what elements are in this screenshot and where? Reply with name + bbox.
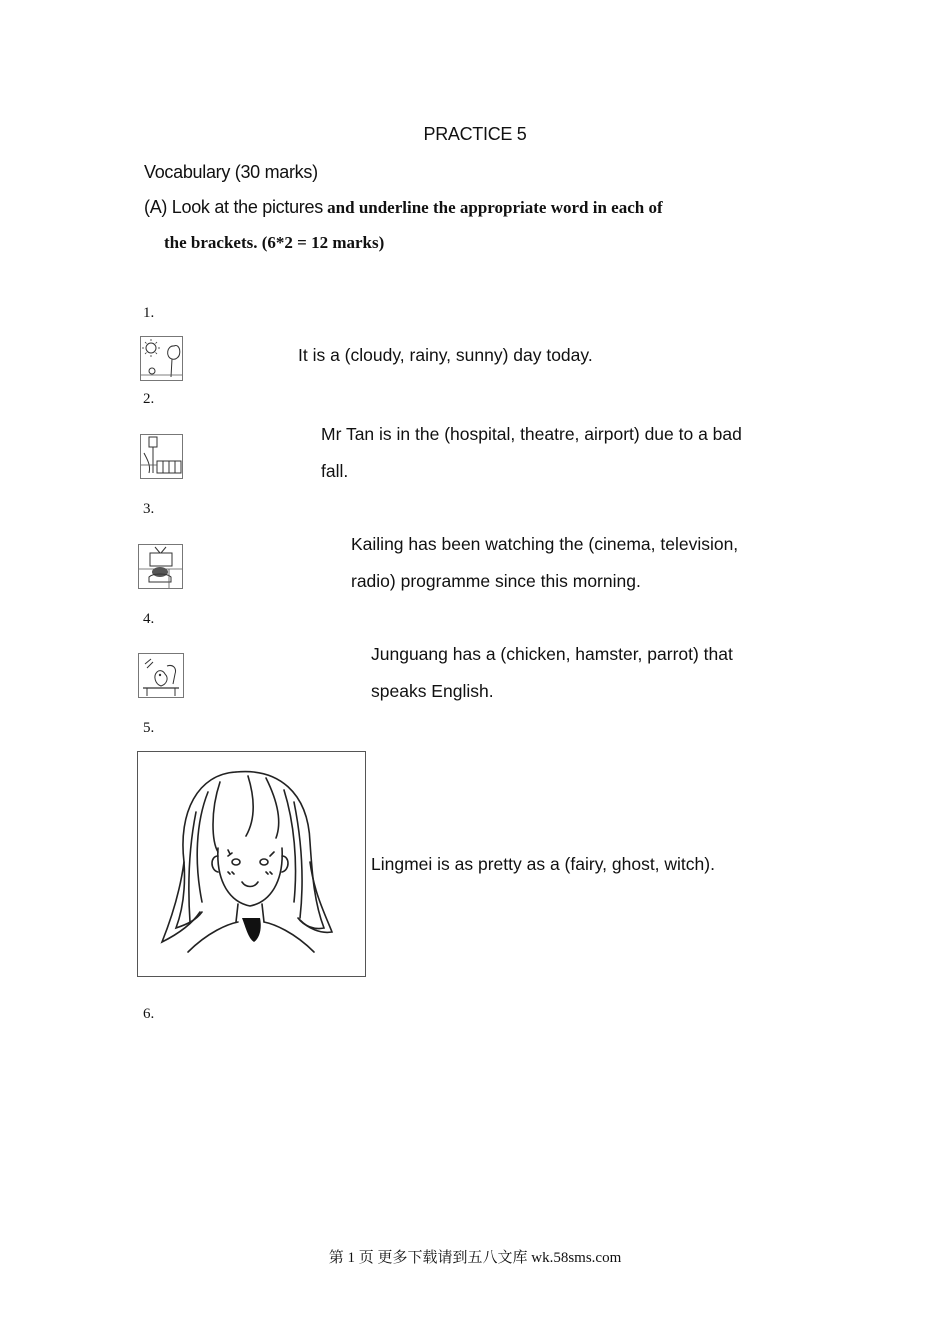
- question-number: 2.: [143, 391, 155, 407]
- page-title: PRACTICE 5: [423, 124, 527, 144]
- sunny-day-picture: [140, 336, 183, 381]
- question-line: Mr Tan is in the (hospital, theatre, airport) due to a bad: [321, 424, 742, 444]
- question-number: 4.: [143, 611, 155, 627]
- hospital-bed-icon: [141, 435, 182, 478]
- question-line: Lingmei is as pretty as a (fairy, ghost, witch).: [371, 854, 715, 874]
- parrot-picture: [138, 653, 184, 698]
- hospital-picture: [140, 434, 183, 479]
- question-number: 1.: [143, 305, 155, 321]
- girl-picture: [137, 751, 366, 977]
- parrot-icon: [139, 654, 183, 697]
- question-4-text: [371, 636, 733, 710]
- instruction-line-1: [144, 197, 663, 218]
- instruction-part-2: and underline the appropriate word in each of: [322, 198, 663, 217]
- section-heading: Vocabulary (30 marks): [144, 162, 318, 182]
- instruction-line-2: the brackets. (6*2 = 12 marks): [164, 233, 385, 252]
- question-number: 6.: [143, 1006, 155, 1022]
- question-5-text: [371, 846, 715, 883]
- question-line: fall.: [321, 461, 349, 481]
- girl-illustration-icon: [138, 752, 365, 976]
- question-line: It is a (cloudy, rainy, sunny) day today.: [298, 345, 593, 365]
- question-line: speaks English.: [371, 681, 494, 701]
- question-number: 5.: [143, 720, 155, 736]
- instruction-part-1: (A) Look at the pictures: [144, 197, 323, 217]
- page-footer: 第 1 页 更多下载请到五八文库 wk.58sms.com: [328, 1250, 622, 1266]
- television-picture: [138, 544, 183, 589]
- question-1-text: [298, 337, 593, 374]
- question-line: Kailing has been watching the (cinema, television,: [351, 534, 739, 554]
- tv-icon: [139, 545, 182, 588]
- question-line: radio) programme since this morning.: [351, 571, 641, 591]
- question-line: Junguang has a (chicken, hamster, parrot) that: [371, 644, 733, 664]
- sun-icon: [141, 337, 182, 380]
- question-2-text: [321, 416, 742, 490]
- question-number: 3.: [143, 501, 155, 517]
- question-3-text: [351, 526, 738, 600]
